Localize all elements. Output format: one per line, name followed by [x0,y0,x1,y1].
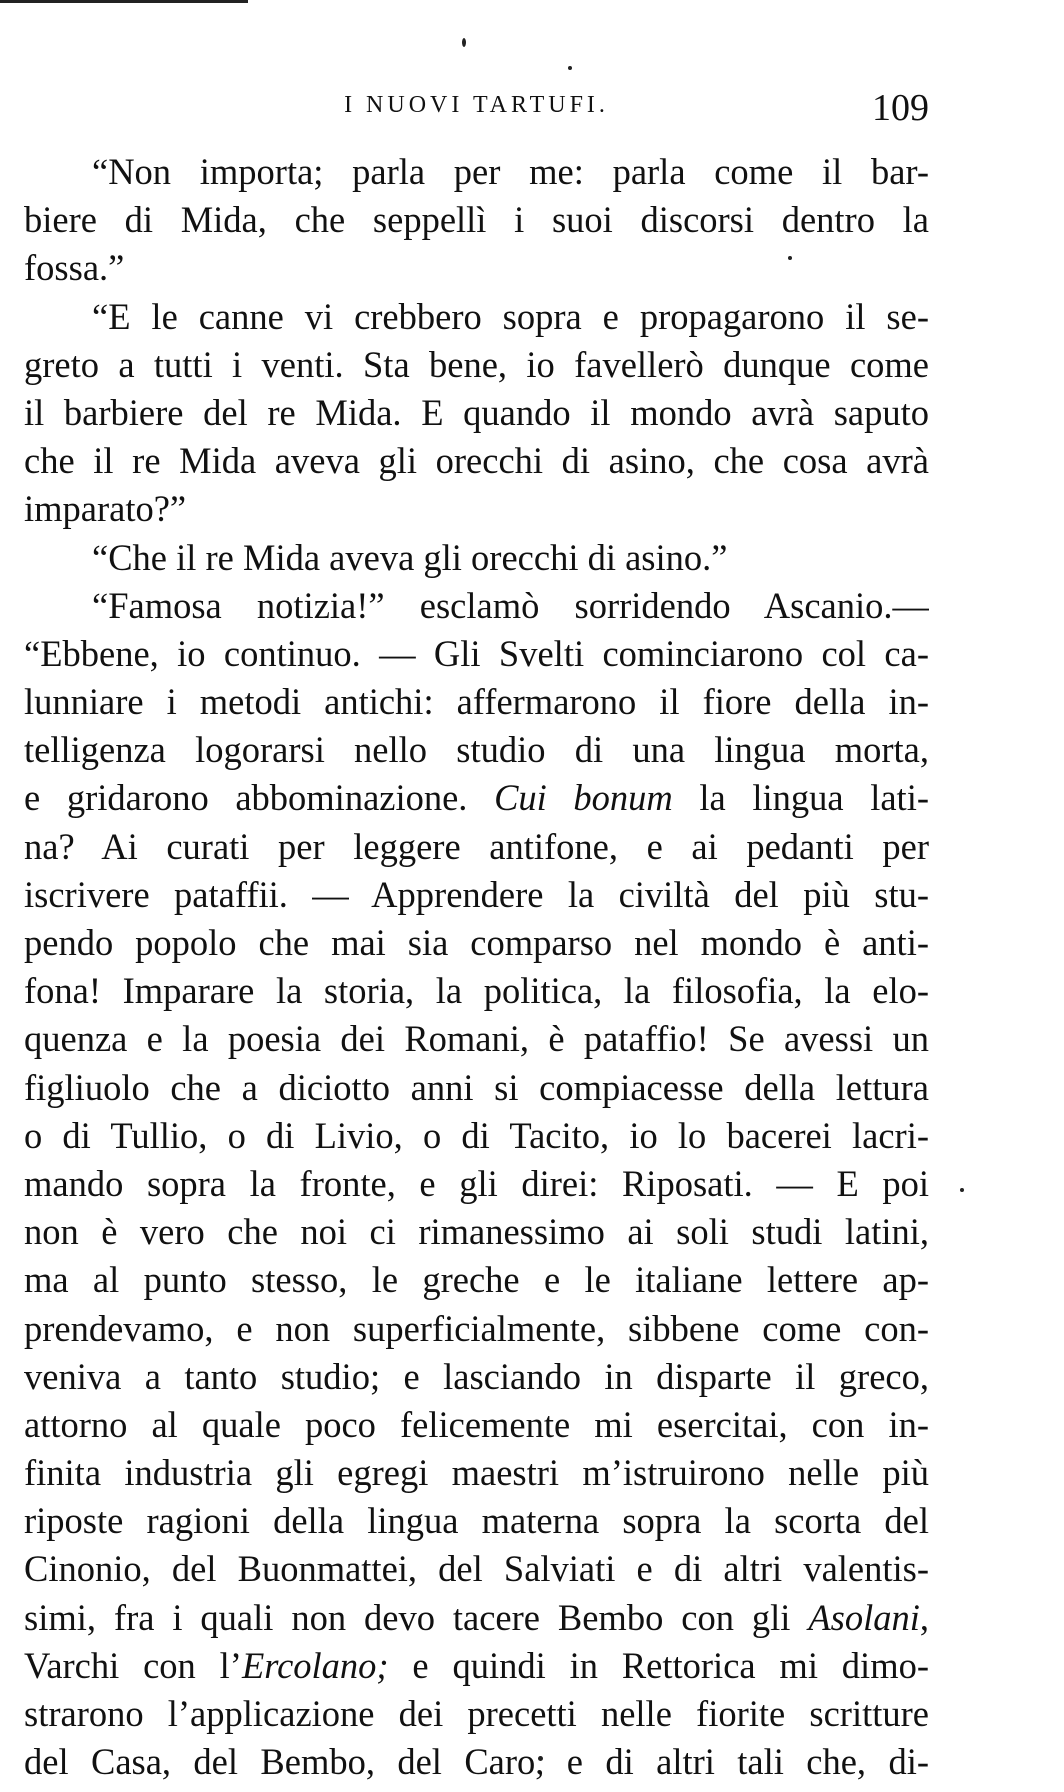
text-segment: ma al punto stesso, le greche e le italiane lettere ap- [24,1259,929,1301]
text-segment: telligenza logorarsi nello studio di una lingua morta, [24,729,929,771]
text-line [24,1256,929,1304]
body-text [24,148,929,1786]
ink-speck [568,66,572,70]
text-segment: Cinonio, del Buonmattei, del Salviati e di altri valentis- [24,1548,929,1590]
text-line [24,437,929,485]
text-line [24,341,929,389]
page-number: 109 [872,87,929,129]
text-segment: la lingua lati- [672,777,929,819]
italic-segment: Asolani [808,1596,920,1638]
text-segment: , [919,1596,929,1638]
text-segment: Varchi con l’ [24,1644,242,1686]
text-line [24,485,929,533]
text-segment: o di Tullio, o di Livio, o di Tacito, io lo bacerei lacri- [24,1114,929,1156]
text-line [24,1401,929,1449]
top-rule [0,0,248,3]
text-line [24,1449,929,1497]
text-segment: mando sopra la fronte, e gli direi: Riposati. — E poi [24,1162,929,1204]
text-line [24,1594,929,1642]
text-line [24,1642,929,1690]
text-line [24,1208,929,1256]
text-segment: “Non importa; parla per me: parla come il bar- [92,151,929,192]
text-segment: attorno al quale poco felicemente mi esercitai, con in- [24,1403,929,1445]
text-segment: “E le canne vi crebbero sopra e propagarono il se- [92,295,929,337]
text-line [24,582,929,630]
text-segment: “Che il re Mida aveva gli orecchi di asino.” [92,536,728,578]
text-segment: fossa.” [24,247,125,289]
text-line [24,1545,929,1593]
text-line [24,1064,929,1112]
text-line [24,871,929,919]
text-line [24,244,929,292]
text-line [24,967,929,1015]
text-segment: lunniare i metodi antichi: affermarono il fiore della in- [24,681,929,723]
text-line [24,1305,929,1353]
ink-speck [960,1188,964,1192]
text-line [24,678,929,726]
text-line [24,1690,929,1738]
text-line [24,919,929,967]
text-line [24,774,929,822]
text-segment: fona! Imparare la storia, la politica, la filosofia, la elo- [24,970,929,1012]
text-segment: quenza e la poesia dei Romani, è pataffio! Se avessi un [24,1018,929,1060]
text-segment: iscrivere pataffii. — Apprendere la civiltà del più stu- [24,873,929,915]
text-segment: non è vero che noi ci rimanessimo ai soli studi latini, [24,1211,929,1253]
text-line [24,534,929,582]
text-segment: del Casa, del Bembo, del Caro, e di altri tali che, di- [24,1741,929,1783]
text-segment: greto a tutti i venti. Sta bene, io favellerò dunque come [24,343,929,385]
text-line [24,1738,929,1786]
text-line [24,293,929,341]
text-line [24,1015,929,1063]
text-segment: na? Ai curati per leggere antifone, e ai pedanti per [24,825,929,867]
italic-segment: Cui bonum [494,777,673,819]
text-segment: che il re Mida aveva gli orecchi di asino, che cosa avrà [24,440,929,482]
text-segment: strarono l’applicazione dei precetti nelle fiorite scritture [24,1693,929,1734]
text-segment: prendevamo, e non superficialmente, sibbene come con- [24,1307,929,1349]
text-segment: “Ebbene, io continuo. — Gli Svelti cominciarono col ca- [24,632,929,674]
text-segment: biere di Mida, che seppellì i suoi discorsi dentro la [24,199,929,241]
text-line [24,1353,929,1401]
ink-speck [462,38,466,47]
text-segment: pendo popolo che mai sia comparso nel mondo è anti- [24,922,929,963]
running-title: I NUOVI TARTUFI. [344,92,609,118]
text-line [24,196,929,244]
text-segment: figliuolo che a diciotto anni si compiacesse della lettura [24,1066,929,1108]
page-header [24,86,929,129]
text-line [24,1160,929,1208]
text-line [24,1112,929,1160]
text-segment: riposte ragioni della lingua materna sopra la scorta del [24,1500,929,1542]
text-line [24,1497,929,1545]
text-segment: finita industria gli egregi maestri m’istruirono nelle più [24,1452,929,1494]
text-line [24,389,929,437]
text-segment: e gridarono abbominazione. [24,777,495,819]
text-segment: imparato?” [24,488,187,530]
text-line [24,726,929,774]
italic-segment: Ercolano; [241,1644,389,1686]
text-line [24,823,929,871]
text-line [24,630,929,678]
text-segment: il barbiere del re Mida. E quando il mondo avrà saputo [24,391,929,433]
text-segment: e quindi in Rettorica mi dimo- [388,1644,929,1686]
text-segment: simi, fra i quali non devo tacere Bembo con gli [24,1596,809,1638]
text-segment: veniva a tanto studio; e lasciando in disparte il greco, [24,1355,929,1397]
text-segment: “Famosa notizia!” esclamò sorridendo Ascanio.— [92,584,929,626]
text-line [24,148,929,196]
